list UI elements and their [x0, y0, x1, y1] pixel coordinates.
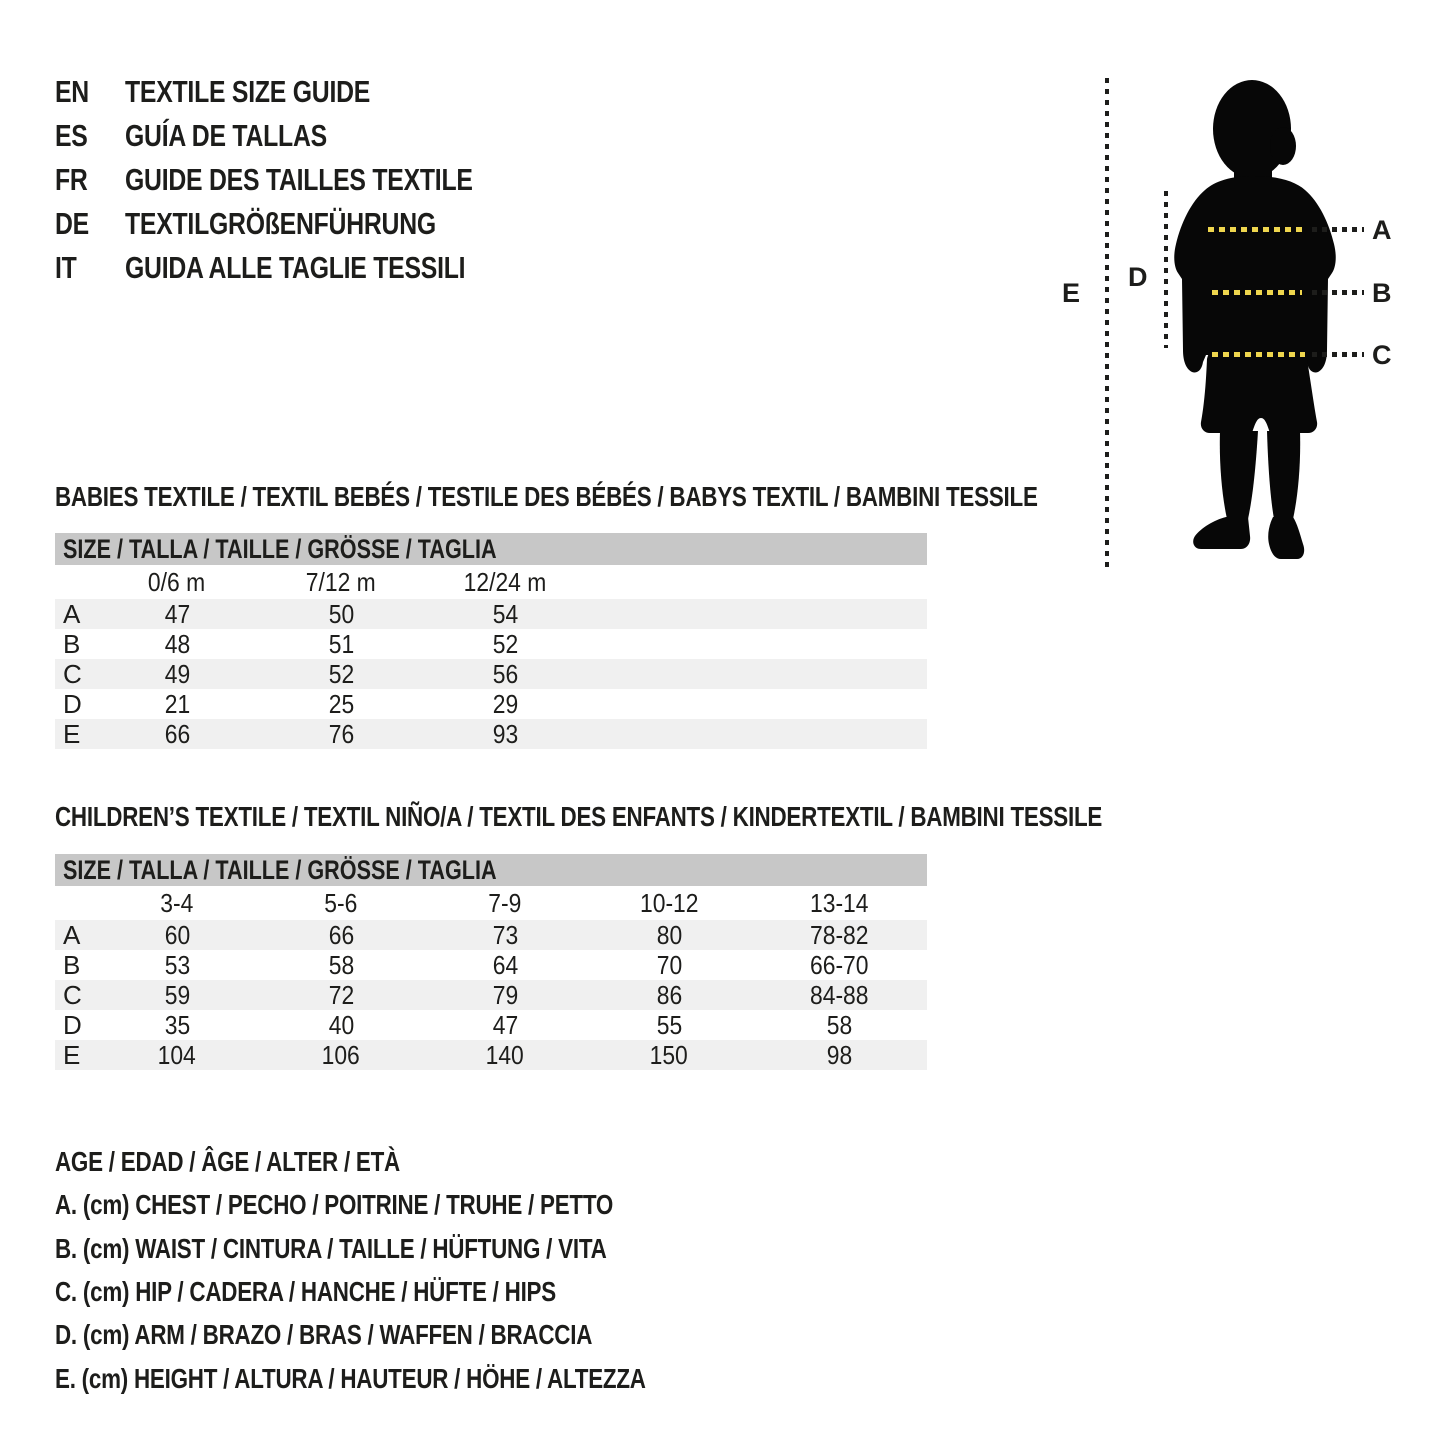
row-label: E [63, 719, 81, 749]
children-col-header: 7-9 [488, 888, 522, 918]
row-label: A [63, 920, 81, 950]
language-title: GUÍA DE TALLAS [125, 118, 327, 153]
children-section-title: CHILDREN’S TEXTILE / TEXTIL NIÑO/A / TEXTIL DES ENFANTS / KINDERTEXTIL / BAMBINI TESSILE [55, 801, 1103, 832]
table-row: E 104 106 140 150 98 [55, 1040, 927, 1070]
babies-section-title: BABIES TEXTILE / TEXTIL BEBÉS / TESTILE DES BÉBÉS / BABYS TEXTIL / BAMBINI TESSILE [55, 481, 1038, 512]
language-code: IT [55, 250, 77, 285]
measure-label-a: A [1372, 215, 1392, 245]
language-code: FR [55, 162, 88, 197]
language-title: GUIDE DES TAILLES TEXTILE [125, 162, 473, 197]
waist-measure-line-b-body [1212, 290, 1302, 295]
child-silhouette [1170, 72, 1340, 572]
row-label: A [63, 599, 81, 629]
children-size-header-bar: SIZE / TALLA / TAILLE / GRÖSSE / TAGLIA [55, 854, 927, 886]
table-row: B 53 58 64 70 66-70 [55, 950, 927, 980]
children-col-header: 3-4 [160, 888, 194, 918]
babies-column-header-row [55, 565, 927, 599]
arm-measure-line-d [1164, 191, 1168, 348]
children-size-table [55, 854, 927, 1070]
legend-height: E. (cm) HEIGHT / ALTURA / HAUTEUR / HÖHE / ALTEZZA [55, 1363, 646, 1394]
language-code: EN [55, 74, 89, 109]
measure-label-b: B [1372, 278, 1392, 308]
legend-waist: B. (cm) WAIST / CINTURA / TAILLE / HÜFTUNG / VITA [55, 1233, 607, 1264]
babies-col-header: 12/24 m [463, 567, 547, 597]
language-title: TEXTILGRÖßENFÜHRUNG [125, 206, 436, 241]
legend-chest: A. (cm) CHEST / PECHO / POITRINE / TRUHE / PETTO [55, 1189, 614, 1220]
table-row: A 60 66 73 80 78-82 [55, 920, 927, 950]
table-row: E 66 76 93 [55, 719, 927, 749]
measure-label-d: D [1128, 262, 1148, 292]
table-row: C 59 72 79 86 84-88 [55, 980, 927, 1010]
babies-col-header: 0/6 m [148, 567, 206, 597]
measure-label-e: E [1062, 278, 1081, 308]
babies-size-table [55, 533, 927, 749]
language-title: TEXTILE SIZE GUIDE [125, 74, 371, 109]
language-code: ES [55, 118, 88, 153]
legend-age: AGE / EDAD / ÂGE / ALTER / ETÀ [55, 1146, 400, 1177]
waist-measure-line-b-extension [1312, 290, 1364, 295]
children-column-header-row [55, 886, 927, 920]
row-label: C [63, 980, 82, 1010]
table-row: C 49 52 56 [55, 659, 927, 689]
table-row: D 35 40 47 55 58 [55, 1010, 927, 1040]
hip-measure-line-c-extension [1312, 352, 1364, 357]
row-label: B [63, 629, 81, 659]
measure-label-c: C [1372, 340, 1392, 370]
hip-measure-line-c-body [1212, 352, 1305, 357]
babies-size-header-bar: SIZE / TALLA / TAILLE / GRÖSSE / TAGLIA [55, 533, 927, 565]
language-code: DE [55, 206, 89, 241]
row-label: E [63, 1040, 81, 1070]
row-label: D [63, 689, 82, 719]
legend-hip: C. (cm) HIP / CADERA / HANCHE / HÜFTE / HIPS [55, 1276, 556, 1307]
chest-measure-line-a-body [1208, 227, 1305, 232]
children-col-header: 13-14 [809, 888, 869, 918]
table-row: A 47 50 54 [55, 599, 927, 629]
language-title: GUIDA ALLE TAGLIE TESSILI [125, 250, 466, 285]
children-col-header: 5-6 [324, 888, 358, 918]
chest-measure-line-a-extension [1312, 227, 1364, 232]
babies-col-header: 7/12 m [306, 567, 376, 597]
children-col-header: 10-12 [639, 888, 699, 918]
row-label: C [63, 659, 82, 689]
table-row: D 21 25 29 [55, 689, 927, 719]
row-label: D [63, 1010, 82, 1040]
table-row: B 48 51 52 [55, 629, 927, 659]
legend-arm: D. (cm) ARM / BRAZO / BRAS / WAFFEN / BRACCIA [55, 1319, 593, 1350]
row-label: B [63, 950, 81, 980]
